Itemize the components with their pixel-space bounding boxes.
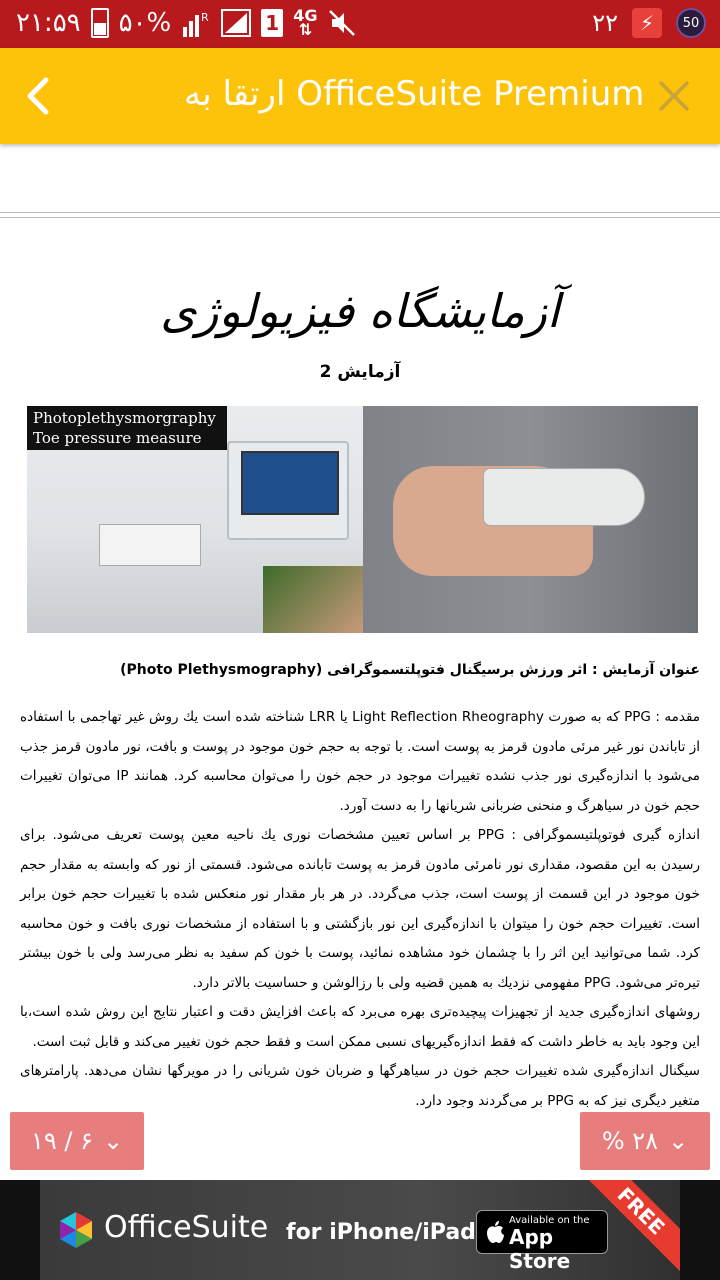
ad-tagline: for iPhone/iPad — [286, 1220, 476, 1245]
paragraph-intro: مقدمه : PPG که به صورت Light Reflection Rheography یا LRR شناخته شده است یك روش غیر تهاجمی با استفاده از تاباندن نور غیر مرئی مادون قرمز به پوست است. با توجه به حجم خون موجود در پوست و بافت، نور مادون قرمز جذب می‌شود با اندازه‌گیری نور جذب نشده تغییرات موجود در حجم خون را می‌توان محاسبه کرد. همانند IP می‌توان تغییرات حجم خون در سیاهرگ و منحنی ضربانی شریانها را به دست آورد. — [20, 709, 701, 814]
app-badge: 50 — [676, 8, 706, 38]
finger-sensor-photo — [363, 406, 698, 633]
upgrade-title[interactable]: ارتقا به OfficeSuite Premium — [184, 74, 645, 114]
experiment-heading: عنوان آزمایش : اثر ورزش برسیگنال فتوپلتسموگرافی (Photo Plethysmography) — [120, 662, 700, 678]
signal-icon-2 — [221, 9, 251, 37]
chevron-down-icon: ⌄ — [668, 1127, 689, 1155]
status-bar — [0, 0, 720, 48]
roaming-indicator: R — [201, 11, 209, 24]
paragraph-measurement: اندازه گیری فوتوپلتیسموگرافی : PPG بر اساس تعیین مشخصات نوری یك ناحیه معین پوست تعریف می‌شود. برای رسیدن به این مقصود، مقداری نور نامرئی مادون قرمز به پوست تابانده می‌شود. قسمتی از نور که وابسته به مقدار حجم خون موجود در این قسمت از پوست است، جذب می‌گردد. در هر بار مقدار نور منعکس شده با تغییرات حجم خون برابر است. تغییرات حجم خون را میتوان با اندازه‌گیری این نور بازگشتی و با استفاده از مشخصات نوری بافت و خون محاسبه کرد. شما می‌توانید این اثر را با چشمان خود مشاهده نمائید، پوست با خون کم سفید به نظر می‌رسد ولی با خون بیشتر تیره‌تر می‌شود. PPG مفهومی نزدیك به همین قضیه ولی با رزالوشن و حساسیت بالاتر دارد. — [20, 827, 700, 991]
officesuite-logo-icon — [56, 1210, 96, 1250]
ad-banner[interactable] — [0, 1180, 720, 1280]
zoom-label: % ۲۸ — [601, 1127, 659, 1155]
document-title: آزمایشگاه فیزیولوژی — [160, 284, 560, 338]
network-type: 4G ⇅ — [293, 6, 318, 39]
flash-app-icon: ⚡ — [632, 8, 662, 38]
close-icon[interactable] — [656, 78, 692, 114]
apple-icon — [485, 1220, 505, 1244]
document-subtitle: آزمایش 2 — [319, 362, 401, 382]
free-ribbon: FREE — [577, 1180, 680, 1275]
clock: ۲۱:۵۹ — [16, 8, 81, 38]
paragraph-methods: روشهای اندازه‌گیری جدید از تجهیزات پیچیده‌تری بهره می‌برد که باعث افزایش دقت و اعتبار نتایج این روش شده است،با این وجود باید به خاطر داشت که فقط اندازه‌گیریهای نسبی ممکن است و فقط حجم خون تغییر می‌کند و قابل ثبت است. — [20, 1004, 700, 1050]
notification-count: ۲۲ — [592, 9, 618, 37]
zoom-button[interactable] — [580, 1112, 710, 1170]
mute-icon — [328, 9, 356, 37]
experiment-photo — [27, 406, 698, 633]
battery-icon — [91, 8, 109, 38]
page-number-label: ۱۹ / ۶ — [30, 1127, 93, 1155]
photo-caption: Photoplethysmorgraphy Toe pressure measure — [27, 406, 227, 450]
ppg-device — [227, 441, 349, 540]
page-number-button[interactable] — [10, 1112, 144, 1170]
finger-clip-sensor — [483, 468, 645, 526]
ad-brand: OfficeSuite — [104, 1210, 269, 1245]
chevron-down-icon: ⌄ — [102, 1127, 124, 1155]
page-top-divider-2 — [0, 217, 720, 218]
signal-icon — [181, 9, 211, 37]
battery-percent: ۵۰% — [118, 8, 172, 38]
paragraph-signal: سیگنال اندازه‌گیری شده تغییرات حجم خون در سیاهرگها و ضربان خون شریانی را در مویرگها نشان می‌دهد. پارامترهای متغیر دیگری نیز که به PPG بر می‌گردند وجود دارد. — [20, 1063, 700, 1109]
sensor-box — [99, 524, 201, 566]
upgrade-toolbar — [0, 48, 720, 144]
back-chevron-icon[interactable] — [18, 72, 58, 120]
foot-inset-photo — [263, 566, 363, 633]
page-top-divider — [0, 212, 720, 213]
sim-slot-badge: 1 — [261, 9, 283, 37]
device-photo — [27, 406, 363, 633]
app-store-badge[interactable]: Available on the App Store — [476, 1210, 608, 1254]
